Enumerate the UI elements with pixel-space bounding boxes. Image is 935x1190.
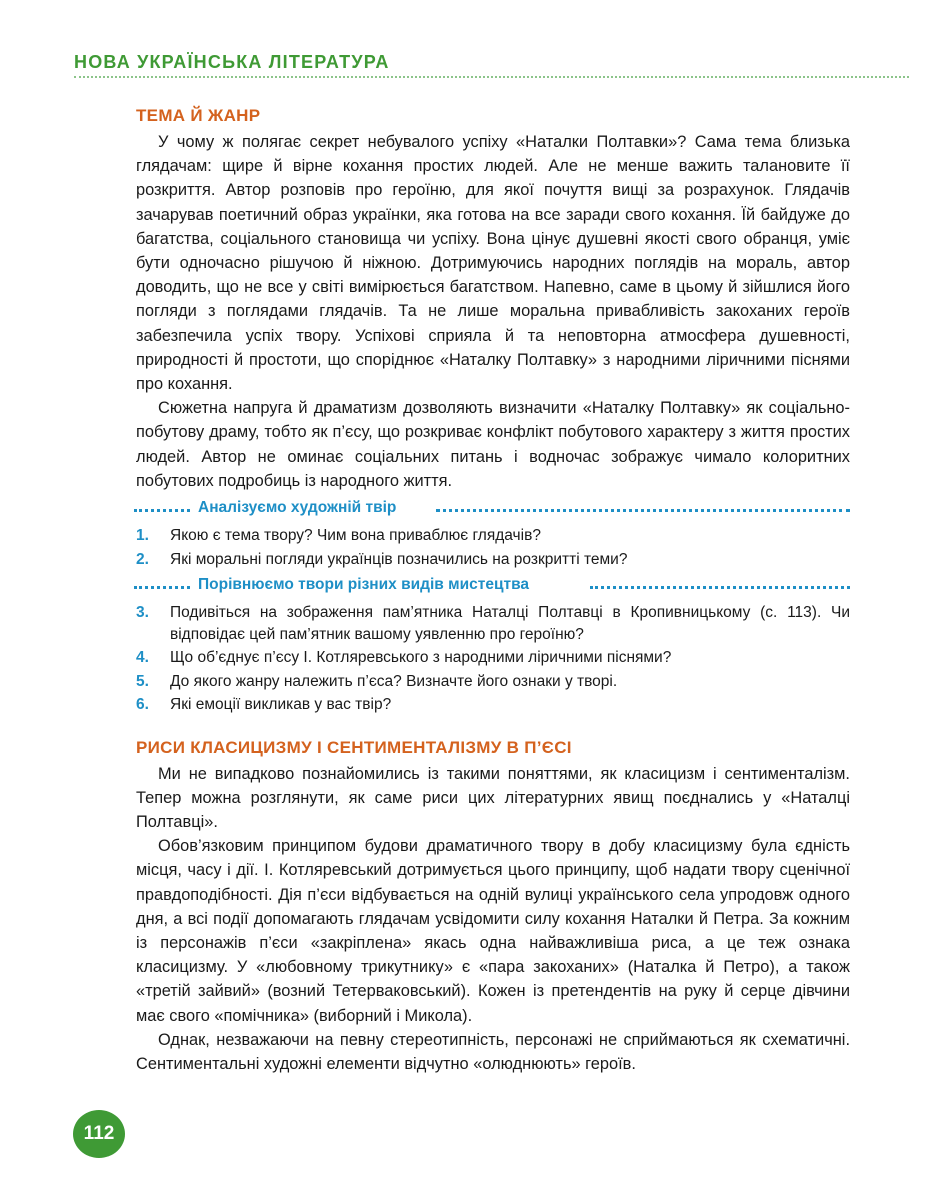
list-item <box>136 549 850 571</box>
list-item <box>136 602 850 645</box>
task-list-analysis <box>136 525 850 570</box>
section-title-classicism: РИСИ КЛАСИЦИЗМУ І СЕНТИМЕНТАЛІЗМУ В П’ЄСІ <box>136 737 572 757</box>
dotted-rule-left <box>134 586 190 589</box>
paragraph: У чому ж полягає секрет небувалого успіху «Наталки Полтавки»? Сама тема близька глядачам: щире й вірне кохання простих людей. Але не менше важить талановите її розкриття. Автор розповів про героїню, для якої почуття вищі за розрахунок. Глядачів зачарував поетичний образ українки, яка готова на все заради свого кохання. Їй байдуже до багатства, соціального становища чи успіху. Вона цінує душевні якості свого обранця, уміє бути одночасно рішучою й ніжною. Дотримуючись народних поглядів на мораль, автор доводить, що не все у світі вимірюється багатством. Напевно, саме в цьому й зійшлися його погляди з поглядами глядачів. Та не лише моральна привабливість закоханих героїв забезпечила успіх твору. Успіхові сприяла й та неповторна атмосфера душевності, природності й простоти, що споріднює «Наталку Полтавку» з народними ліричними піснями про кохання. <box>136 133 850 394</box>
task-heading-label: Порівнюємо твори різних видів мистецтва <box>198 576 535 594</box>
running-head: НОВА УКРАЇНСЬКА ЛІТЕРАТУРА <box>74 52 390 72</box>
task-number: 1. <box>136 527 149 545</box>
task-number: 5. <box>136 672 149 690</box>
task-text: Що об’єднує п’єсу І. Котляревського з народними ліричними піснями? <box>170 649 672 667</box>
paragraph: Ми не випадково познайомились із такими поняттями, як класицизм і сентименталізм. Тепер можна розглянути, як саме риси цих літературних явищ поєднались у «Наталці Полтавці». <box>136 764 850 831</box>
task-number: 3. <box>136 604 149 622</box>
task-list-compare <box>136 602 850 716</box>
header-dotted-rule <box>74 76 909 78</box>
task-text: Якою є тема твору? Чим вона приваблює глядачів? <box>170 527 541 545</box>
dotted-rule-right <box>436 509 850 512</box>
task-heading-label: Аналізуємо художній твір <box>198 499 402 517</box>
paragraph: Однак, незважаючи на певну стереотипність, персонажі не сприймаються як схематичні. Сентиментальні художні елементи відчутно «олюднюють» героїв. <box>136 1030 850 1073</box>
task-number: 4. <box>136 649 149 667</box>
task-text: Подивіться на зображення пам’ятника Наталці Полтавці в Кропивницькому (с. 113). Чи відповідає цей пам’ятник вашому уявленню про героїню? <box>170 604 850 643</box>
section-title-theme-genre: ТЕМА Й ЖАНР <box>136 106 261 125</box>
list-item <box>136 647 850 669</box>
list-item <box>136 525 850 547</box>
dotted-rule-left <box>134 509 190 512</box>
paragraph: Обов’язковим принципом будови драматичного твору в добу класицизму була єдність місця, часу і дії. І. Котляревський дотримується цього принципу, щоб надати твору сценічної правдоподібності. Дія п’єси відбувається на одній вулиці українського села упродовж одного дня, а всі події допомагають глядачам усвідомити силу кохання Наталки й Петра. За кожним із персонажів п’єси «закріплена» якась одна найважливіша риса, а це теж ознака класицизму. У «любовному трикутнику» є «пара закоханих» (Наталка й Петро), а також «третій зайвий» (возний Тетерваковський). Кожен із претендентів на руку й серце дівчини має свого «помічника» (виборний і Микола). <box>136 837 850 1025</box>
task-number: 6. <box>136 696 149 714</box>
task-number: 2. <box>136 550 149 568</box>
task-text: До якого жанру належить п’єса? Визначте його ознаки у творі. <box>170 672 618 690</box>
task-text: Які моральні погляди українців позначились на розкритті теми? <box>170 550 628 568</box>
list-item <box>136 694 850 716</box>
task-heading-analysis <box>136 499 850 521</box>
list-item <box>136 671 850 693</box>
page-number-badge: 112 <box>73 1110 125 1158</box>
task-heading-compare <box>136 576 850 598</box>
dotted-rule-right <box>590 586 850 589</box>
page-content <box>136 104 850 1076</box>
task-text: Які емоції викликав у вас твір? <box>170 696 392 714</box>
paragraph: Сюжетна напруга й драматизм дозволяють визначити «Наталку Полтавку» як соціально-побутову драму, тобто як п’єсу, що розкриває конфлікт побутового характеру з життя простих людей. Автор не оминає соціальних питань і водночас зображує чимало колоритних побутових подробиць із народного життя. <box>136 399 850 490</box>
